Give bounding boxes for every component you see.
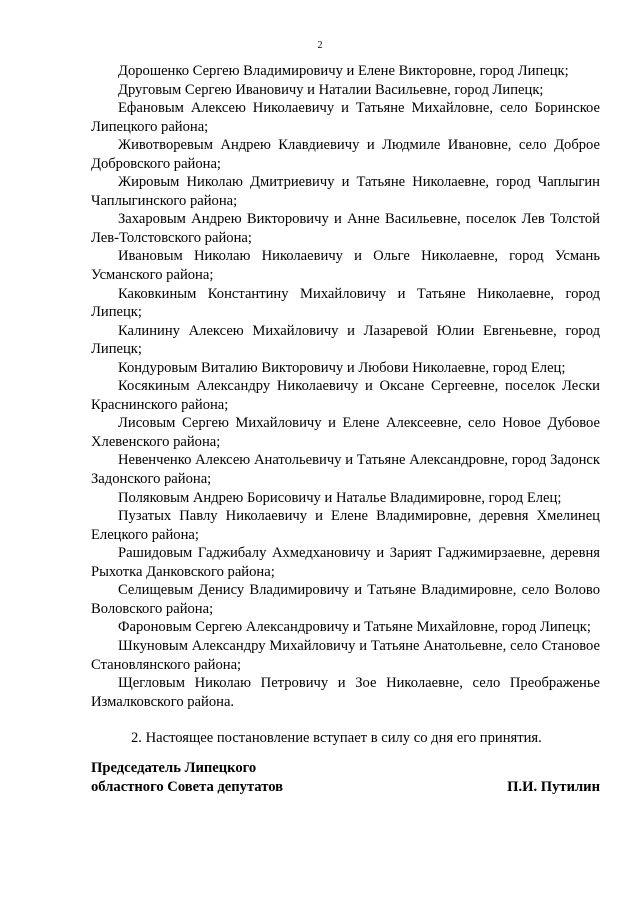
list-item: Рашидовым Гаджибалу Ахмедхановичу и Зарият Гаджимирзаевне, деревня Рыхотка Данковского района; [91,545,600,580]
signatory-title-line1: Председатель Липецкого [91,760,257,776]
list-item: Пузатых Павлу Николаевичу и Елене Владимировне, деревня Хмелинец Елецкого района; [91,508,600,543]
list-item: Щегловым Николаю Петровичу и Зое Николаевне, село Преображенье Измалковского района. [91,675,600,710]
spacer [91,711,600,729]
list-item: Калинину Алексею Михайловичу и Лазаревой Юлии Евгеньевне, город Липецк; [91,322,600,358]
list-item: Дорошенко Сергею Владимировичу и Елене Викторовне, город Липецк; [118,63,569,79]
list-item: Поляковым Андрею Борисовичу и Наталье Владимировне, город Елец; [118,489,562,506]
signatory-name: П.И. Путилин [507,778,600,795]
list-item: Фароновым Сергею Александровичу и Татьяне Михайловне, город Липецк; [118,619,591,636]
list-item: Друговым Сергею Ивановичу и Наталии Васильевне, город Липецк; [118,81,544,98]
list-item: Животворевым Андрею Клавдиевичу и Людмиле Ивановне, село Доброе Добровского района; [91,137,600,172]
list-item: Лисовым Сергею Михайловичу и Елене Алексеевне, село Новое Дубовое Хлевенского района; [91,415,600,450]
list-item: Захаровым Андрею Викторовичу и Анне Васильевне, поселок Лев Толстой Лев-Толстовского района; [91,211,600,246]
list-item: Ефановым Алексею Николаевичу и Татьяне Михайловне, село Боринское Липецкого района; [91,100,600,135]
award-list [91,62,600,748]
list-item: Каковкиным Константину Михайловичу и Татьяне Николаевне, город Липецк; [91,285,600,321]
signature-block [91,759,600,796]
list-item: Ивановым Николаю Николаевичу и Ольге Николаевне, город Усмань Усманского района; [91,248,600,284]
signatory-title-line2: областного Совета депутатов [91,778,284,795]
list-item: Кондуровым Виталию Викторовичу и Любови Николаевне, город Елец; [118,359,566,376]
clause-2: 2. Настоящее постановление вступает в силу со дня его принятия. [131,730,542,747]
list-item: Косякиным Александру Николаевичу и Оксане Сергеевне, поселок Лески Краснинского района; [91,378,600,413]
list-item: Жировым Николаю Дмитриевичу и Татьяне Николаевне, город Чаплыгин Чаплыгинского района; [91,174,600,209]
list-item: Невенченко Алексею Анатольевичу и Татьяне Александровне, город Задонск Задонского района; [91,452,600,488]
page-number: 2 [317,40,323,51]
list-item: Шкуновым Александру Михайловичу и Татьяне Анатольевне, село Становое Становлянского района; [91,637,600,673]
list-item: Селищевым Денису Владимировичу и Татьяне Владимировне, село Волово Воловского района; [91,582,600,617]
